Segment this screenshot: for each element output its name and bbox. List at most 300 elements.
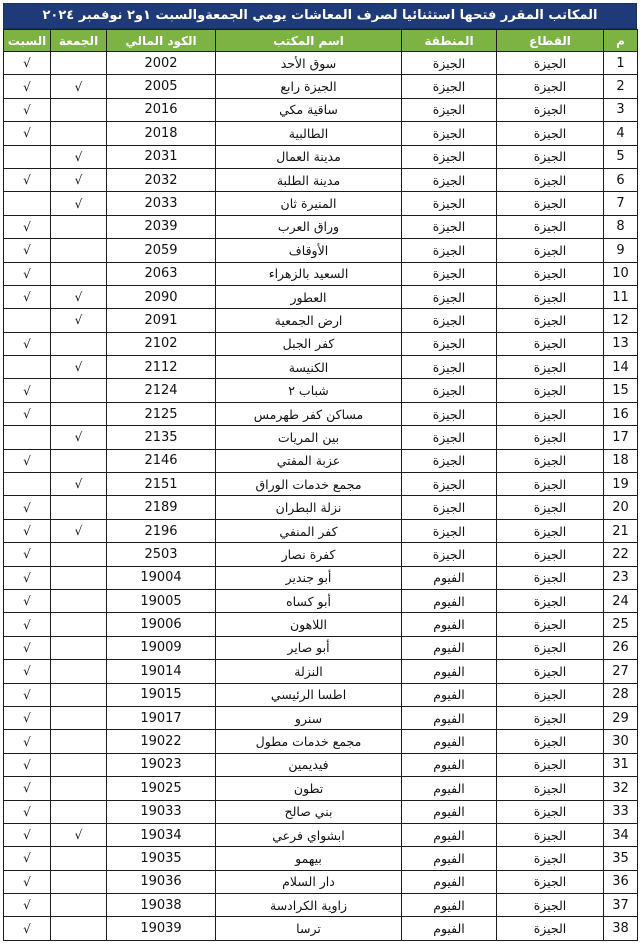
cell-office-name: ابشواي فرعي xyxy=(216,823,402,846)
cell-friday xyxy=(51,52,107,75)
table-row xyxy=(4,98,638,121)
table-row xyxy=(4,730,638,753)
offices-sheet xyxy=(3,3,637,941)
offices-table xyxy=(3,29,638,941)
table-row xyxy=(4,379,638,402)
cell-code: 2002 xyxy=(107,52,216,75)
cell-saturday xyxy=(4,426,51,449)
cell-code: 2151 xyxy=(107,473,216,496)
cell-office-name: السعيد بالزهراء xyxy=(216,262,402,285)
table-row xyxy=(4,636,638,659)
cell-office-name: كفر المنفي xyxy=(216,519,402,542)
cell-friday: √ xyxy=(51,168,107,191)
cell-saturday: √ xyxy=(4,870,51,893)
cell-code: 19017 xyxy=(107,706,216,729)
cell-m: 10 xyxy=(604,262,638,285)
cell-sector: الجيزة xyxy=(497,75,604,98)
cell-region: الجيزة xyxy=(402,215,497,238)
cell-saturday: √ xyxy=(4,683,51,706)
cell-office-name: نزلة البطران xyxy=(216,496,402,519)
cell-friday xyxy=(51,566,107,589)
cell-code: 2059 xyxy=(107,239,216,262)
table-row xyxy=(4,122,638,145)
cell-friday xyxy=(51,589,107,612)
cell-saturday: √ xyxy=(4,122,51,145)
table-row xyxy=(4,75,638,98)
cell-m: 34 xyxy=(604,823,638,846)
cell-sector: الجيزة xyxy=(497,379,604,402)
cell-sector: الجيزة xyxy=(497,589,604,612)
cell-sector: الجيزة xyxy=(497,613,604,636)
cell-sector: الجيزة xyxy=(497,449,604,472)
cell-sector: الجيزة xyxy=(497,847,604,870)
cell-region: الجيزة xyxy=(402,168,497,191)
header-code: الكود المالي xyxy=(107,30,216,52)
cell-saturday xyxy=(4,473,51,496)
cell-sector: الجيزة xyxy=(497,473,604,496)
cell-region: الفيوم xyxy=(402,917,497,940)
cell-saturday xyxy=(4,309,51,332)
cell-code: 19035 xyxy=(107,847,216,870)
table-row xyxy=(4,660,638,683)
cell-region: الجيزة xyxy=(402,52,497,75)
cell-m: 3 xyxy=(604,98,638,121)
cell-friday xyxy=(51,870,107,893)
cell-saturday: √ xyxy=(4,262,51,285)
cell-region: الجيزة xyxy=(402,332,497,355)
cell-region: الفيوم xyxy=(402,800,497,823)
header-m: م xyxy=(604,30,638,52)
cell-sector: الجيزة xyxy=(497,496,604,519)
cell-m: 26 xyxy=(604,636,638,659)
cell-code: 2125 xyxy=(107,402,216,425)
cell-saturday: √ xyxy=(4,566,51,589)
cell-sector: الجيزة xyxy=(497,706,604,729)
cell-friday xyxy=(51,239,107,262)
cell-office-name: كفر الجبل xyxy=(216,332,402,355)
table-row xyxy=(4,800,638,823)
cell-code: 2033 xyxy=(107,192,216,215)
cell-sector: الجيزة xyxy=(497,98,604,121)
table-row xyxy=(4,239,638,262)
cell-region: الجيزة xyxy=(402,496,497,519)
cell-m: 17 xyxy=(604,426,638,449)
cell-region: الجيزة xyxy=(402,309,497,332)
table-row xyxy=(4,262,638,285)
table-row xyxy=(4,309,638,332)
cell-friday: √ xyxy=(51,426,107,449)
cell-saturday: √ xyxy=(4,706,51,729)
cell-saturday: √ xyxy=(4,239,51,262)
cell-friday xyxy=(51,636,107,659)
cell-office-name: شباب ٢ xyxy=(216,379,402,402)
cell-friday xyxy=(51,683,107,706)
cell-sector: الجيزة xyxy=(497,800,604,823)
cell-code: 19022 xyxy=(107,730,216,753)
table-row xyxy=(4,777,638,800)
cell-sector: الجيزة xyxy=(497,870,604,893)
cell-sector: الجيزة xyxy=(497,168,604,191)
cell-code: 2196 xyxy=(107,519,216,542)
cell-region: الجيزة xyxy=(402,402,497,425)
table-row xyxy=(4,847,638,870)
cell-office-name: تطون xyxy=(216,777,402,800)
cell-saturday: √ xyxy=(4,496,51,519)
cell-region: الجيزة xyxy=(402,239,497,262)
cell-friday xyxy=(51,753,107,776)
cell-office-name: العطور xyxy=(216,285,402,308)
cell-friday xyxy=(51,262,107,285)
cell-sector: الجيزة xyxy=(497,543,604,566)
cell-sector: الجيزة xyxy=(497,122,604,145)
cell-saturday xyxy=(4,356,51,379)
cell-m: 22 xyxy=(604,543,638,566)
cell-sector: الجيزة xyxy=(497,262,604,285)
cell-m: 9 xyxy=(604,239,638,262)
cell-friday: √ xyxy=(51,192,107,215)
cell-friday xyxy=(51,847,107,870)
cell-region: الجيزة xyxy=(402,519,497,542)
cell-m: 1 xyxy=(604,52,638,75)
cell-region: الجيزة xyxy=(402,426,497,449)
cell-code: 2063 xyxy=(107,262,216,285)
table-row xyxy=(4,52,638,75)
header-sector: القطاع xyxy=(497,30,604,52)
cell-sector: الجيزة xyxy=(497,777,604,800)
cell-sector: الجيزة xyxy=(497,356,604,379)
cell-friday xyxy=(51,800,107,823)
cell-code: 2031 xyxy=(107,145,216,168)
table-row xyxy=(4,566,638,589)
cell-office-name: مجمع خدمات مطول xyxy=(216,730,402,753)
table-header xyxy=(4,30,638,52)
cell-saturday: √ xyxy=(4,660,51,683)
table-row xyxy=(4,145,638,168)
header-region: المنطقة xyxy=(402,30,497,52)
cell-code: 2016 xyxy=(107,98,216,121)
cell-sector: الجيزة xyxy=(497,215,604,238)
cell-region: الجيزة xyxy=(402,285,497,308)
sheet-title: المكاتب المقرر فتحها استثنائيا لصرف المعاشات يومي الجمعةوالسبت ١و٢ نوفمبر ٢٠٢٤ xyxy=(3,3,637,29)
cell-m: 21 xyxy=(604,519,638,542)
cell-m: 20 xyxy=(604,496,638,519)
table-row xyxy=(4,496,638,519)
cell-region: الجيزة xyxy=(402,122,497,145)
cell-m: 29 xyxy=(604,706,638,729)
table-row xyxy=(4,215,638,238)
cell-friday xyxy=(51,122,107,145)
table-row xyxy=(4,356,638,379)
table-row xyxy=(4,332,638,355)
cell-saturday: √ xyxy=(4,168,51,191)
cell-code: 19023 xyxy=(107,753,216,776)
cell-friday xyxy=(51,496,107,519)
header-saturday: السبت xyxy=(4,30,51,52)
cell-m: 23 xyxy=(604,566,638,589)
cell-m: 11 xyxy=(604,285,638,308)
header-row xyxy=(4,30,638,52)
cell-region: الفيوم xyxy=(402,753,497,776)
cell-friday xyxy=(51,730,107,753)
cell-office-name: الجيزة رابع xyxy=(216,75,402,98)
cell-m: 31 xyxy=(604,753,638,776)
table-row xyxy=(4,426,638,449)
cell-office-name: عزبة المفتي xyxy=(216,449,402,472)
table-row xyxy=(4,168,638,191)
cell-code: 2124 xyxy=(107,379,216,402)
cell-saturday: √ xyxy=(4,894,51,917)
cell-saturday xyxy=(4,192,51,215)
cell-saturday: √ xyxy=(4,519,51,542)
cell-friday: √ xyxy=(51,519,107,542)
cell-friday xyxy=(51,706,107,729)
cell-saturday: √ xyxy=(4,753,51,776)
cell-friday xyxy=(51,402,107,425)
cell-region: الجيزة xyxy=(402,145,497,168)
cell-office-name: الطالبية xyxy=(216,122,402,145)
cell-office-name: مدينة الطلبة xyxy=(216,168,402,191)
cell-m: 13 xyxy=(604,332,638,355)
cell-code: 19005 xyxy=(107,589,216,612)
cell-m: 28 xyxy=(604,683,638,706)
cell-office-name: سنرو xyxy=(216,706,402,729)
cell-region: الفيوم xyxy=(402,870,497,893)
cell-saturday: √ xyxy=(4,589,51,612)
cell-office-name: مدينة العمال xyxy=(216,145,402,168)
cell-region: الفيوم xyxy=(402,660,497,683)
cell-office-name: ترسا xyxy=(216,917,402,940)
cell-sector: الجيزة xyxy=(497,239,604,262)
table-row xyxy=(4,402,638,425)
cell-saturday: √ xyxy=(4,730,51,753)
cell-office-name: أبو جندير xyxy=(216,566,402,589)
cell-office-name: اطسا الرئيسي xyxy=(216,683,402,706)
cell-code: 2189 xyxy=(107,496,216,519)
table-body xyxy=(4,52,638,941)
cell-saturday: √ xyxy=(4,52,51,75)
cell-sector: الجيزة xyxy=(497,660,604,683)
cell-m: 36 xyxy=(604,870,638,893)
cell-friday: √ xyxy=(51,285,107,308)
cell-m: 6 xyxy=(604,168,638,191)
cell-m: 8 xyxy=(604,215,638,238)
cell-code: 19014 xyxy=(107,660,216,683)
cell-m: 35 xyxy=(604,847,638,870)
cell-sector: الجيزة xyxy=(497,636,604,659)
cell-office-name: مجمع خدمات الوراق xyxy=(216,473,402,496)
cell-m: 30 xyxy=(604,730,638,753)
cell-region: الجيزة xyxy=(402,192,497,215)
table-row xyxy=(4,753,638,776)
table-row xyxy=(4,706,638,729)
cell-region: الفيوم xyxy=(402,566,497,589)
cell-sector: الجيزة xyxy=(497,566,604,589)
cell-saturday: √ xyxy=(4,823,51,846)
cell-office-name: زاوية الكرادسة xyxy=(216,894,402,917)
cell-saturday: √ xyxy=(4,379,51,402)
cell-sector: الجيزة xyxy=(497,145,604,168)
cell-code: 2018 xyxy=(107,122,216,145)
cell-friday: √ xyxy=(51,356,107,379)
cell-m: 12 xyxy=(604,309,638,332)
cell-code: 19006 xyxy=(107,613,216,636)
cell-friday xyxy=(51,613,107,636)
cell-saturday: √ xyxy=(4,777,51,800)
cell-code: 19038 xyxy=(107,894,216,917)
cell-code: 2005 xyxy=(107,75,216,98)
cell-m: 14 xyxy=(604,356,638,379)
cell-sector: الجيزة xyxy=(497,917,604,940)
cell-region: الجيزة xyxy=(402,75,497,98)
cell-m: 19 xyxy=(604,473,638,496)
cell-m: 24 xyxy=(604,589,638,612)
cell-m: 16 xyxy=(604,402,638,425)
cell-saturday: √ xyxy=(4,215,51,238)
cell-saturday: √ xyxy=(4,543,51,566)
cell-sector: الجيزة xyxy=(497,309,604,332)
cell-office-name: النزلة xyxy=(216,660,402,683)
cell-region: الجيزة xyxy=(402,356,497,379)
header-friday: الجمعة xyxy=(51,30,107,52)
cell-m: 38 xyxy=(604,917,638,940)
cell-saturday: √ xyxy=(4,402,51,425)
table-row xyxy=(4,870,638,893)
cell-region: الفيوم xyxy=(402,706,497,729)
cell-code: 19036 xyxy=(107,870,216,893)
cell-friday xyxy=(51,917,107,940)
cell-friday: √ xyxy=(51,309,107,332)
cell-m: 37 xyxy=(604,894,638,917)
table-row xyxy=(4,823,638,846)
cell-region: الجيزة xyxy=(402,449,497,472)
table-row xyxy=(4,192,638,215)
cell-region: الجيزة xyxy=(402,379,497,402)
cell-office-name: مساكن كفر طهرمس xyxy=(216,402,402,425)
cell-region: الفيوم xyxy=(402,730,497,753)
cell-region: الفيوم xyxy=(402,777,497,800)
table-row xyxy=(4,683,638,706)
cell-office-name: وراق العرب xyxy=(216,215,402,238)
cell-code: 2503 xyxy=(107,543,216,566)
cell-office-name: بيهمو xyxy=(216,847,402,870)
cell-code: 19025 xyxy=(107,777,216,800)
cell-office-name: ساقية مكي xyxy=(216,98,402,121)
cell-office-name: ارض الجمعية xyxy=(216,309,402,332)
cell-saturday: √ xyxy=(4,847,51,870)
cell-code: 2112 xyxy=(107,356,216,379)
cell-friday xyxy=(51,449,107,472)
cell-region: الجيزة xyxy=(402,262,497,285)
table-row xyxy=(4,613,638,636)
cell-code: 2039 xyxy=(107,215,216,238)
cell-friday: √ xyxy=(51,145,107,168)
cell-m: 15 xyxy=(604,379,638,402)
cell-region: الفيوم xyxy=(402,683,497,706)
cell-m: 33 xyxy=(604,800,638,823)
cell-sector: الجيزة xyxy=(497,730,604,753)
cell-code: 19033 xyxy=(107,800,216,823)
cell-office-name: الأوقاف xyxy=(216,239,402,262)
cell-region: الفيوم xyxy=(402,894,497,917)
cell-office-name: أبو كساه xyxy=(216,589,402,612)
table-row xyxy=(4,917,638,940)
cell-code: 19034 xyxy=(107,823,216,846)
cell-region: الفيوم xyxy=(402,823,497,846)
cell-friday xyxy=(51,215,107,238)
cell-friday xyxy=(51,332,107,355)
cell-code: 19004 xyxy=(107,566,216,589)
cell-office-name: دار السلام xyxy=(216,870,402,893)
cell-friday xyxy=(51,98,107,121)
cell-friday xyxy=(51,894,107,917)
cell-saturday: √ xyxy=(4,613,51,636)
cell-code: 19039 xyxy=(107,917,216,940)
cell-saturday xyxy=(4,145,51,168)
cell-m: 27 xyxy=(604,660,638,683)
table-row xyxy=(4,589,638,612)
table-row xyxy=(4,519,638,542)
cell-office-name: كفرة نصار xyxy=(216,543,402,566)
cell-code: 2032 xyxy=(107,168,216,191)
table-row xyxy=(4,473,638,496)
cell-saturday: √ xyxy=(4,98,51,121)
cell-m: 18 xyxy=(604,449,638,472)
cell-friday: √ xyxy=(51,473,107,496)
cell-office-name: فيديمين xyxy=(216,753,402,776)
cell-code: 2090 xyxy=(107,285,216,308)
cell-friday: √ xyxy=(51,823,107,846)
table-row xyxy=(4,894,638,917)
cell-saturday: √ xyxy=(4,636,51,659)
cell-region: الفيوم xyxy=(402,636,497,659)
cell-code: 2102 xyxy=(107,332,216,355)
cell-sector: الجيزة xyxy=(497,519,604,542)
cell-saturday: √ xyxy=(4,75,51,98)
cell-saturday: √ xyxy=(4,800,51,823)
cell-sector: الجيزة xyxy=(497,192,604,215)
cell-sector: الجيزة xyxy=(497,894,604,917)
cell-office-name: الكنيسة xyxy=(216,356,402,379)
cell-m: 2 xyxy=(604,75,638,98)
cell-office-name: أبو صاير xyxy=(216,636,402,659)
cell-code: 2091 xyxy=(107,309,216,332)
cell-friday xyxy=(51,777,107,800)
cell-sector: الجيزة xyxy=(497,683,604,706)
cell-region: الجيزة xyxy=(402,543,497,566)
header-office-name: اسم المكتب xyxy=(216,30,402,52)
cell-region: الجيزة xyxy=(402,98,497,121)
cell-sector: الجيزة xyxy=(497,753,604,776)
cell-m: 4 xyxy=(604,122,638,145)
cell-friday xyxy=(51,379,107,402)
cell-office-name: سوق الأحد xyxy=(216,52,402,75)
cell-friday xyxy=(51,543,107,566)
cell-saturday: √ xyxy=(4,332,51,355)
cell-office-name: المنيرة ثان xyxy=(216,192,402,215)
cell-friday: √ xyxy=(51,75,107,98)
cell-region: الفيوم xyxy=(402,613,497,636)
cell-office-name: بين المريات xyxy=(216,426,402,449)
table-row xyxy=(4,449,638,472)
cell-code: 19009 xyxy=(107,636,216,659)
cell-saturday: √ xyxy=(4,285,51,308)
cell-saturday: √ xyxy=(4,917,51,940)
cell-code: 2146 xyxy=(107,449,216,472)
cell-office-name: بني صالح xyxy=(216,800,402,823)
cell-m: 7 xyxy=(604,192,638,215)
cell-m: 5 xyxy=(604,145,638,168)
cell-sector: الجيزة xyxy=(497,332,604,355)
